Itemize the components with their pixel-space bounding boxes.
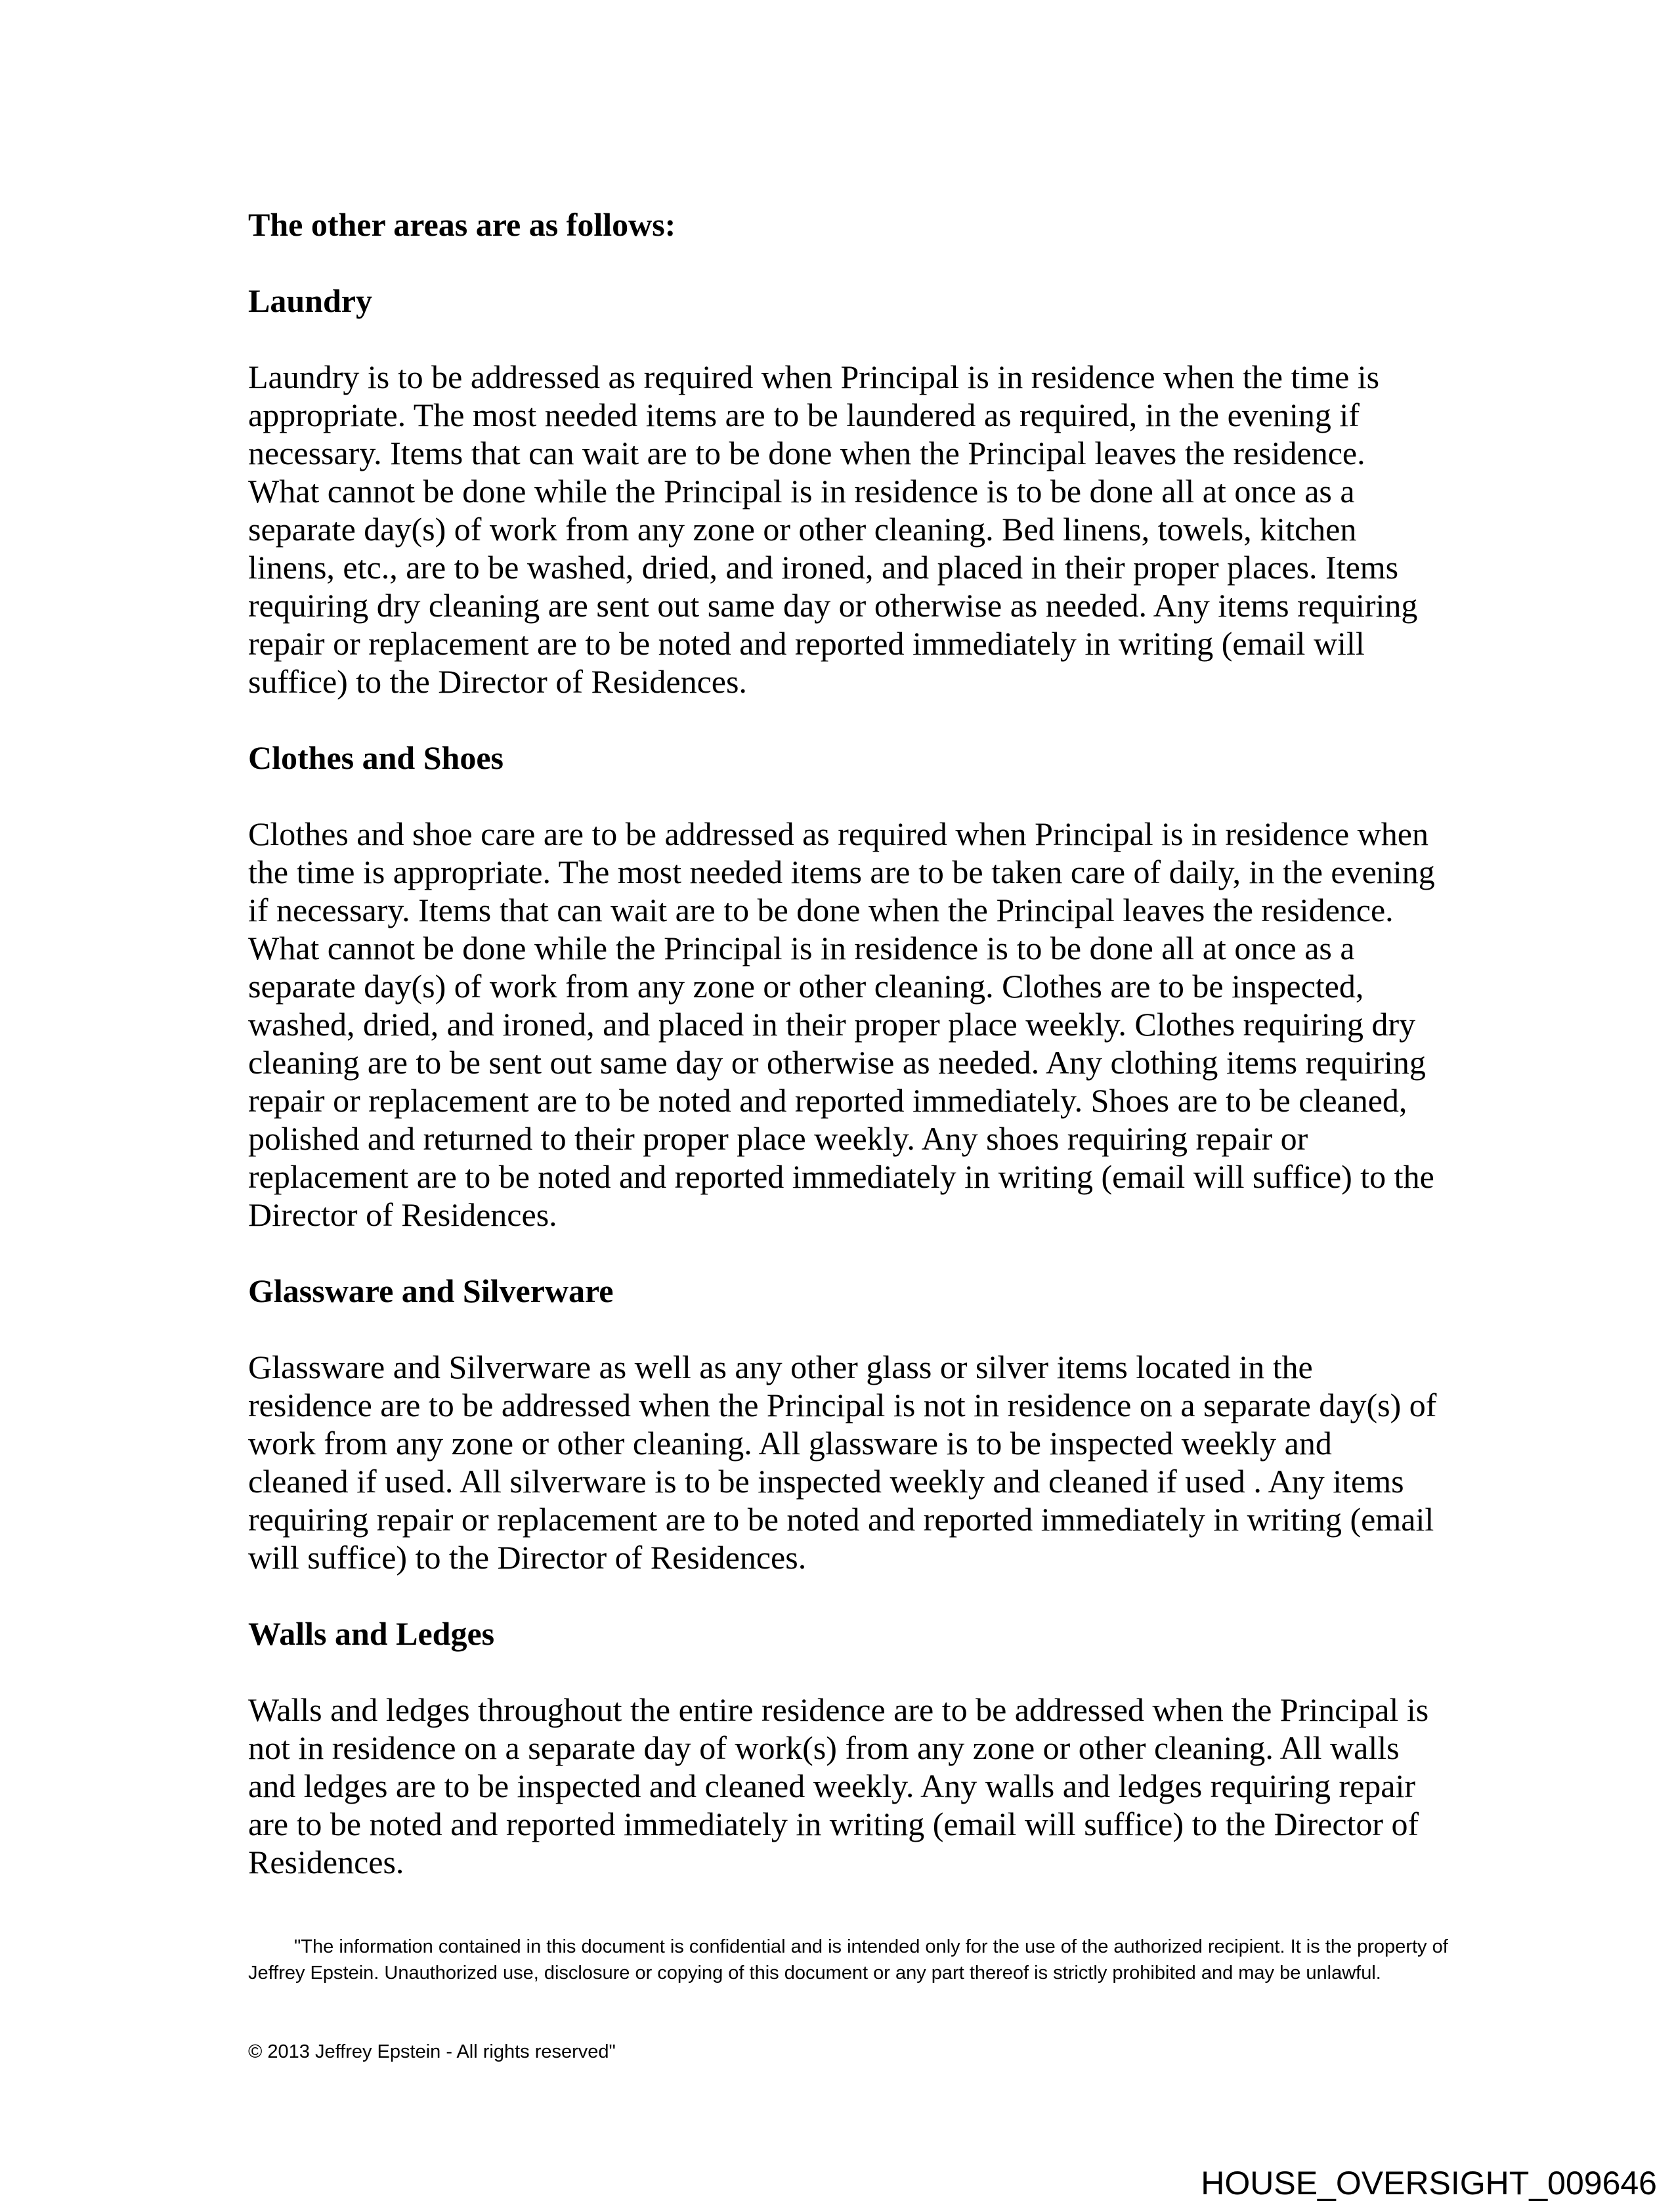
section-body-clothes-and-shoes: Clothes and shoe care are to be addressed as required when Principal is in residence when the time is appropriate. The most needed items are to be taken care of daily, in the evening if necessary. Items that can wait are to be done when the Principal leaves the residence. What cannot be done while the Principal is in residence is to be done all at once as a separate day(s) of work from any zone or other cleaning. Clothes are to be inspected, washed, dried, and ironed, and placed in their proper place weekly. Clothes requiring dry cleaning are to be sent out same day or otherwise as needed. Any clothing items requiring repair or replacement are to be noted and reported immediately. Shoes are to be cleaned, polished and returned to their proper place weekly. Any shoes requiring repair or replacement are to be noted and reported immediately in writing (email will suffice) to the Director of Residences. — [248, 815, 1435, 1233]
section-body-glassware-and-silverware: Glassware and Silverware as well as any other glass or silver items located in the residence are to be addressed when the Principal is not in residence on a separate day(s) of work from any zone or other cleaning. All glassware is to be inspected weekly and cleaned if used. All silverware is to be inspected weekly and cleaned if used . Any items requiring repair or replacement are to be noted and reported immediately in writing (email will suffice) to the Director of Residences. — [248, 1349, 1437, 1576]
copyright-line: © 2013 Jeffrey Epstein - All rights reserved" — [248, 2041, 616, 2062]
section-body-laundry: Laundry is to be addressed as required when Principal is in residence when the time is appropriate. The most needed items are to be laundered as required, in the evening if necessary. Items that can wait are to be done when the Principal leaves the residence. What cannot be done while the Principal is in residence is to be done all at once as a separate day(s) of work from any zone or other cleaning. Bed linens, towels, kitchen linens, etc., are to be washed, dried, and ironed, and placed in their proper places. Items requiring dry cleaning are sent out same day or otherwise as needed. Any items requiring repair or replacement are to be noted and reported immediately in writing (email will suffice) to the Director of Residences. — [248, 358, 1418, 700]
confidentiality-disclaimer: "The information contained in this document is confidential and is intended only for the use of the authorized recipient. It is the property of Jeffrey Epstein. Unauthorized use, disclosure or copying of this document or any part thereof is strictly prohibited and may be unlawful. — [248, 1936, 1448, 1984]
section-heading-clothes-and-shoes: Clothes and Shoes — [248, 739, 504, 776]
section-walls-and-ledges — [248, 1615, 1440, 1881]
section-laundry — [248, 282, 1440, 701]
section-glassware-and-silverware — [248, 1272, 1440, 1576]
document-body — [248, 206, 1440, 1919]
section-body-walls-and-ledges: Walls and ledges throughout the entire residence are to be addressed when the Principal is not in residence on a separate day of work(s) from any zone or other cleaning. All walls and ledges are to be inspected and cleaned weekly. Any walls and ledges requiring repair are to be noted and reported immediately in writing (email will suffice) to the Director of Residences. — [248, 1691, 1429, 1880]
section-heading-glassware-and-silverware: Glassware and Silverware — [248, 1272, 614, 1309]
intro-heading: The other areas are as follows: — [248, 206, 676, 243]
bates-number: HOUSE_OVERSIGHT_009646 — [1201, 2165, 1657, 2201]
section-heading-laundry: Laundry — [248, 282, 372, 319]
section-heading-walls-and-ledges: Walls and Ledges — [248, 1615, 495, 1652]
section-clothes-and-shoes — [248, 739, 1440, 1234]
